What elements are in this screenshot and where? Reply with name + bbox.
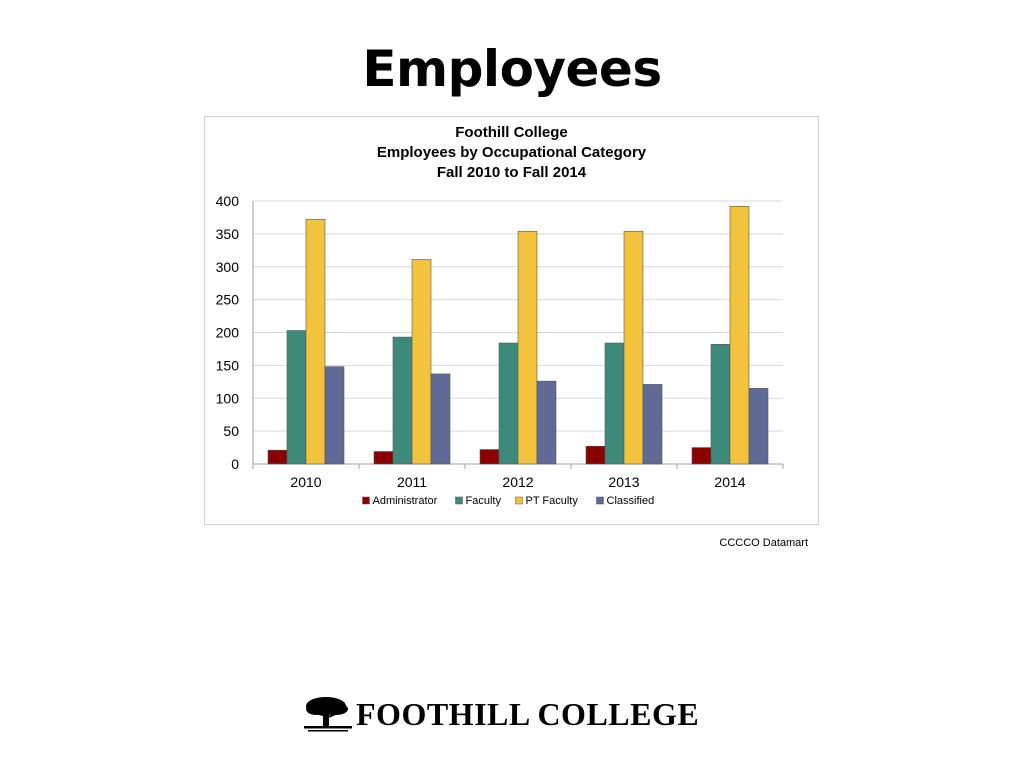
bar-faculty-2013 (605, 343, 624, 464)
oak-tree-icon (302, 694, 354, 734)
bar-administrator-2012 (480, 450, 499, 464)
chart-title-line-3: Fall 2010 to Fall 2014 (436, 164, 587, 181)
legend-swatch (456, 497, 463, 504)
y-tick-label: 250 (215, 291, 239, 308)
chart-container (204, 116, 819, 525)
college-logo (302, 694, 700, 734)
legend-label: Classified (606, 495, 655, 507)
bar-classified-2010 (325, 367, 344, 464)
source-note: CCCCO Datamart (719, 537, 808, 549)
bar-classified-2011 (431, 374, 450, 464)
x-tick-label: 2012 (502, 474, 534, 490)
bar-classified-2014 (749, 388, 768, 464)
x-tick-label: 2010 (290, 474, 322, 490)
legend-label: Faculty (465, 495, 501, 507)
y-tick-label: 300 (215, 258, 239, 275)
legend-swatch (597, 497, 604, 504)
legend-swatch (363, 497, 370, 504)
bar-administrator-2014 (692, 448, 711, 464)
bar-faculty-2011 (393, 337, 412, 464)
y-tick-label: 400 (215, 193, 239, 209)
legend-label: Administrator (372, 495, 438, 507)
bar-chart (205, 117, 820, 526)
bar-administrator-2011 (374, 452, 393, 464)
bar-administrator-2010 (268, 450, 287, 464)
y-tick-label: 50 (223, 423, 239, 440)
y-tick-label: 100 (215, 390, 239, 407)
x-tick-label: 2013 (608, 474, 640, 490)
bar-pt-faculty-2012 (518, 231, 537, 464)
bar-faculty-2010 (287, 331, 306, 464)
bar-pt-faculty-2010 (306, 219, 325, 464)
legend-swatch (516, 497, 523, 504)
y-tick-label: 350 (215, 225, 239, 242)
bar-classified-2012 (537, 381, 556, 464)
chart-title-line-2: Employees by Occupational Category (376, 144, 647, 161)
legend-label: PT Faculty (525, 495, 578, 507)
bar-pt-faculty-2014 (730, 206, 749, 464)
bar-classified-2013 (643, 384, 662, 464)
chart-title-line-1: Foothill College (455, 124, 568, 141)
x-tick-label: 2011 (396, 474, 428, 490)
bar-faculty-2012 (499, 343, 518, 464)
y-tick-label: 200 (215, 324, 239, 341)
bar-pt-faculty-2013 (624, 231, 643, 464)
x-tick-label: 2014 (714, 474, 746, 490)
bar-pt-faculty-2011 (412, 260, 431, 464)
y-tick-label: 150 (215, 357, 239, 374)
college-name: FOOTHILL COLLEGE (356, 696, 700, 732)
y-tick-label: 0 (231, 456, 239, 472)
bar-administrator-2013 (586, 446, 605, 464)
bar-faculty-2014 (711, 344, 730, 464)
page-title: Employees (362, 40, 662, 98)
